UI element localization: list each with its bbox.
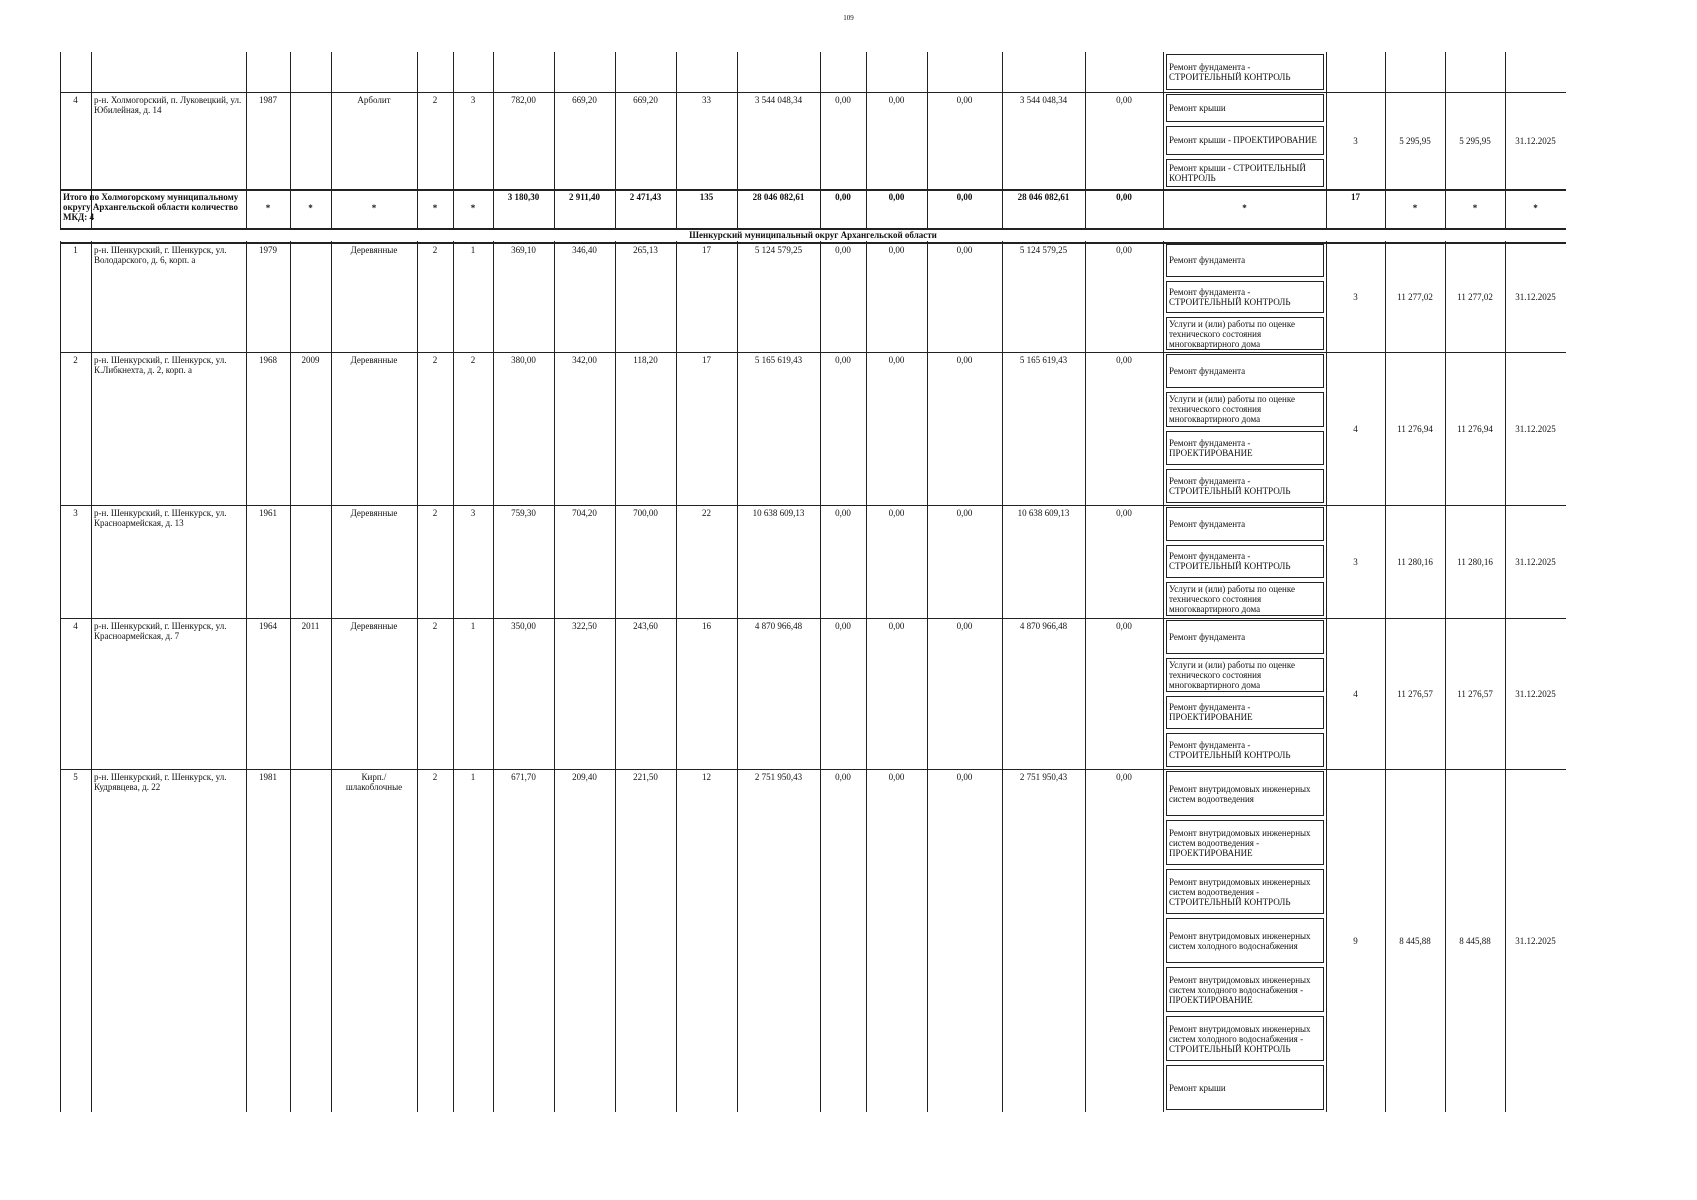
work-item: Ремонт крыши — [1166, 1065, 1324, 1110]
cell-floors: 2 — [432, 621, 438, 631]
cell-material: Арболит — [357, 95, 391, 105]
cell-cost-regional: 0,00 — [888, 355, 905, 365]
work-item: Ремонт внутридомовых инженерных систем холодного водоснабжения — [1166, 918, 1324, 963]
column-line — [290, 52, 291, 1112]
column-line — [417, 52, 418, 1112]
cell-deadline: 31.12.2025 — [1515, 135, 1556, 146]
column-line — [866, 52, 867, 1112]
cell-residents: 33 — [702, 95, 711, 105]
work-item: Ремонт фундамента - СТРОИТЕЛЬНЫЙ КОНТРОЛЬ — [1166, 281, 1324, 314]
cell-cost-fund: 0,00 — [835, 772, 851, 782]
column-line — [737, 52, 738, 1112]
cell-unit-cost: 11 280,16 — [1397, 556, 1433, 567]
cell-material: Деревянные — [350, 245, 398, 255]
column-line — [615, 52, 616, 1112]
total-cost-owners: 28 046 082,61 — [1017, 192, 1070, 202]
cell-material: Деревянные — [350, 621, 398, 631]
row-line — [60, 242, 1566, 244]
cell-residents: 17 — [702, 355, 711, 365]
district-title: Шенкурский муниципальный округ Архангельской области — [60, 230, 1566, 241]
work-item: Ремонт фундамента — [1166, 244, 1324, 277]
repair-program-table — [60, 52, 1566, 1112]
cell-area-living-owned: 243,60 — [633, 621, 658, 631]
total-label: Итого по Холмогорскому муниципальному округу Архангельской области количество МКД: 4 — [63, 192, 239, 222]
cell-cost-local: 0,00 — [956, 355, 973, 365]
cell-cost-fund: 0,00 — [835, 508, 851, 518]
cell-area-living-owned: 118,20 — [633, 355, 658, 365]
total-cost-total: 28 046 082,61 — [752, 192, 805, 202]
cell-deadline: 31.12.2025 — [1515, 292, 1556, 302]
cell-entrances: 2 — [470, 355, 476, 365]
work-item: Услуги и (или) работы по оценке технического состояния многоквартирного дома — [1166, 658, 1324, 692]
cell-cost-local: 0,00 — [956, 621, 973, 631]
cell-cost-regional: 0,00 — [888, 95, 905, 105]
cell-address: р-н. Шенкурский, г. Шенкурск, ул. Кудрявцева, д. 22 — [94, 772, 227, 792]
total-star: * — [1472, 203, 1478, 213]
cell-works-count: 4 — [1353, 423, 1358, 434]
cell-area-living: 342,00 — [572, 355, 597, 365]
cell-cost-owners: 3 544 048,34 — [1019, 95, 1068, 105]
cell-deadline: 31.12.2025 — [1515, 556, 1556, 567]
cell-area-living-owned: 265,13 — [633, 245, 658, 255]
cell-address: р-н. Шенкурский, г. Шенкурск, ул. Володарского, д. 6, корп. а — [94, 245, 227, 265]
work-item: Ремонт фундамента - СТРОИТЕЛЬНЫЙ КОНТРОЛЬ — [1166, 469, 1324, 503]
cell-year-reconstr: 2009 — [301, 355, 320, 365]
total-works-count: 17 — [1351, 192, 1360, 202]
cell-area-total: 671,70 — [511, 772, 536, 782]
work-item: Ремонт фундамента - СТРОИТЕЛЬНЫЙ КОНТРОЛЬ — [1166, 733, 1324, 767]
row-line — [60, 505, 1566, 506]
cell-year-built: 1968 — [259, 355, 277, 365]
total-star: * — [432, 203, 438, 213]
column-line — [246, 52, 247, 1112]
cell-unit-cost: 11 277,02 — [1397, 292, 1433, 302]
cell-cost-other: 0,00 — [1116, 355, 1132, 365]
cell-area-total: 369,10 — [511, 245, 536, 255]
cell-works-count: 3 — [1353, 135, 1358, 146]
total-cost-fund: 0,00 — [835, 192, 851, 202]
total-area-living: 2 911,40 — [568, 192, 600, 202]
cell-cost-local: 0,00 — [956, 772, 973, 782]
work-item: Услуги и (или) работы по оценке технического состояния многоквартирного дома — [1166, 582, 1324, 616]
row-line — [60, 189, 1566, 191]
cell-num: 5 — [73, 772, 78, 782]
cell-works-count: 9 — [1353, 935, 1358, 946]
cell-address: р-н. Холмогорский, п. Луковецкий, ул. Юбилейная, д. 14 — [94, 95, 242, 115]
cell-entrances: 1 — [470, 245, 476, 255]
column-line — [60, 52, 61, 1112]
column-line — [1085, 52, 1086, 1112]
work-item: Ремонт крыши - ПРОЕКТИРОВАНИЕ — [1166, 126, 1324, 154]
total-star: * — [265, 203, 271, 213]
cell-unit-cost-max: 11 280,16 — [1457, 556, 1493, 567]
cell-address: р-н. Шенкурский, г. Шенкурск, ул. К.Либкнехта, д. 2, корп. а — [94, 355, 227, 375]
cell-cost-regional: 0,00 — [888, 772, 905, 782]
cell-area-total: 380,00 — [511, 355, 536, 365]
total-star: * — [1533, 203, 1538, 213]
cell-floors: 2 — [432, 355, 438, 365]
column-line — [1163, 52, 1164, 1112]
cell-cost-owners: 10 638 609,13 — [1017, 508, 1070, 518]
total-residents: 135 — [699, 192, 714, 202]
total-area-living-owned: 2 471,43 — [629, 192, 662, 202]
cell-area-living-owned: 221,50 — [633, 772, 658, 782]
column-line — [676, 52, 677, 1112]
cell-entrances: 3 — [470, 95, 476, 105]
cell-works-count: 4 — [1353, 688, 1358, 699]
column-line — [331, 52, 332, 1112]
work-item: Ремонт фундамента - ПРОЕКТИРОВАНИЕ — [1166, 431, 1324, 465]
cell-cost-total: 3 544 048,34 — [754, 95, 803, 105]
cell-num: 2 — [73, 355, 78, 365]
cell-unit-cost-max: 11 276,57 — [1457, 688, 1493, 699]
cell-year-built: 1961 — [259, 508, 277, 518]
cell-cost-fund: 0,00 — [835, 95, 851, 105]
cell-residents: 22 — [702, 508, 711, 518]
column-line — [1505, 52, 1506, 1112]
cell-cost-fund: 0,00 — [835, 355, 851, 365]
cell-residents: 12 — [702, 772, 711, 782]
cell-area-total: 350,00 — [511, 621, 536, 631]
cell-unit-cost: 5 295,95 — [1399, 135, 1431, 146]
cell-area-total: 759,30 — [511, 508, 536, 518]
column-line — [1385, 52, 1386, 1112]
cell-num: 4 — [73, 95, 78, 105]
work-item: Ремонт внутридомовых инженерных систем водоотведения - СТРОИТЕЛЬНЫЙ КОНТРОЛЬ — [1166, 869, 1324, 914]
cell-cost-other: 0,00 — [1116, 772, 1132, 782]
total-star: * — [470, 203, 476, 213]
cell-area-living-owned: 669,20 — [633, 95, 658, 105]
work-item: Ремонт внутридомовых инженерных систем холодного водоснабжения - ПРОЕКТИРОВАНИЕ — [1166, 967, 1324, 1012]
cell-cost-total: 5 165 619,43 — [754, 355, 803, 365]
work-item: Ремонт фундамента — [1166, 354, 1324, 388]
column-line — [554, 52, 555, 1112]
cell-residents: 17 — [702, 245, 711, 255]
cell-year-built: 1979 — [259, 245, 277, 255]
cell-year-built: 1964 — [259, 621, 277, 631]
cell-unit-cost-max: 11 277,02 — [1457, 292, 1493, 302]
cell-cost-total: 4 870 966,48 — [754, 621, 803, 631]
column-line — [927, 52, 928, 1112]
cell-unit-cost: 11 276,57 — [1397, 688, 1433, 699]
cell-material: Деревянные — [350, 355, 398, 365]
cell-cost-other: 0,00 — [1116, 95, 1132, 105]
total-cost-other: 0,00 — [1116, 192, 1132, 202]
cell-cost-owners: 5 165 619,43 — [1019, 355, 1068, 365]
cell-unit-cost: 11 276,94 — [1397, 423, 1433, 434]
work-item: Ремонт крыши — [1166, 94, 1324, 122]
cell-area-living: 322,50 — [572, 621, 597, 631]
work-item: Ремонт фундамента - СТРОИТЕЛЬНЫЙ КОНТРОЛЬ — [1166, 545, 1324, 579]
cell-cost-regional: 0,00 — [888, 508, 905, 518]
cell-material: Деревянные — [350, 508, 398, 518]
work-item: Ремонт фундамента - СТРОИТЕЛЬНЫЙ КОНТРОЛЬ — [1166, 54, 1324, 90]
cell-works-count: 3 — [1353, 556, 1358, 567]
column-line — [1445, 52, 1446, 1112]
work-item: Услуги и (или) работы по оценке технического состояния многоквартирного дома — [1166, 317, 1324, 350]
work-item: Ремонт фундамента - ПРОЕКТИРОВАНИЕ — [1166, 696, 1324, 730]
cell-address: р-н. Шенкурский, г. Шенкурск, ул. Красноармейская, д. 7 — [94, 621, 227, 641]
cell-deadline: 31.12.2025 — [1515, 688, 1556, 699]
cell-unit-cost-max: 11 276,94 — [1457, 423, 1493, 434]
cell-cost-local: 0,00 — [956, 508, 973, 518]
total-star: * — [1412, 203, 1418, 213]
cell-cost-total: 5 124 579,25 — [754, 245, 803, 255]
cell-cost-owners: 4 870 966,48 — [1019, 621, 1068, 631]
cell-num: 3 — [73, 508, 78, 518]
cell-floors: 2 — [432, 508, 438, 518]
cell-cost-other: 0,00 — [1116, 508, 1132, 518]
cell-floors: 2 — [432, 95, 438, 105]
cell-deadline: 31.12.2025 — [1515, 935, 1556, 946]
cell-area-living: 209,40 — [572, 772, 597, 782]
cell-address: р-н. Шенкурский, г. Шенкурск, ул. Красноармейская, д. 13 — [94, 508, 227, 528]
total-area-total: 3 180,30 — [507, 192, 540, 202]
cell-material: Кирп./шлакоблочные — [345, 772, 403, 792]
cell-unit-cost-max: 5 295,95 — [1459, 135, 1491, 146]
cell-residents: 16 — [702, 621, 711, 631]
cell-entrances: 1 — [470, 621, 476, 631]
cell-area-living-owned: 700,00 — [633, 508, 658, 518]
column-line — [453, 52, 454, 1112]
cell-year-built: 1981 — [259, 772, 277, 782]
row-line — [60, 92, 1566, 93]
page-number: 109 — [843, 14, 854, 22]
cell-floors: 2 — [432, 772, 438, 782]
row-line — [60, 618, 1566, 619]
work-item: Услуги и (или) работы по оценке технического состояния многоквартирного дома — [1166, 392, 1324, 426]
cell-entrances: 3 — [470, 508, 476, 518]
total-star: * — [1242, 203, 1247, 213]
cell-cost-owners: 2 751 950,43 — [1019, 772, 1068, 782]
total-cost-regional: 0,00 — [888, 192, 905, 202]
column-line — [820, 52, 821, 1112]
cell-year-built: 1987 — [259, 95, 277, 105]
cell-deadline: 31.12.2025 — [1515, 423, 1556, 434]
cell-unit-cost: 8 445,88 — [1399, 935, 1431, 946]
work-item: Ремонт внутридомовых инженерных систем холодного водоснабжения - СТРОИТЕЛЬНЫЙ КОНТРОЛЬ — [1166, 1016, 1324, 1061]
cell-unit-cost-max: 8 445,88 — [1459, 935, 1491, 946]
work-item: Ремонт фундамента — [1166, 507, 1324, 541]
cell-cost-regional: 0,00 — [888, 621, 905, 631]
cell-cost-other: 0,00 — [1116, 621, 1132, 631]
cell-year-reconstr: 2011 — [301, 621, 320, 631]
cell-area-living: 704,20 — [572, 508, 597, 518]
column-line — [1326, 52, 1327, 1112]
cell-cost-fund: 0,00 — [835, 621, 851, 631]
work-item: Ремонт фундамента — [1166, 620, 1324, 654]
cell-area-living: 669,20 — [572, 95, 597, 105]
cell-cost-fund: 0,00 — [835, 245, 851, 255]
cell-works-count: 3 — [1353, 292, 1358, 302]
row-line — [60, 242, 1566, 243]
cell-num: 1 — [73, 245, 78, 255]
cell-cost-total: 10 638 609,13 — [752, 508, 805, 518]
column-line — [1002, 52, 1003, 1112]
work-item: Ремонт крыши - СТРОИТЕЛЬНЫЙ КОНТРОЛЬ — [1166, 159, 1324, 187]
total-star: * — [308, 203, 313, 213]
cell-cost-owners: 5 124 579,25 — [1019, 245, 1068, 255]
total-cost-local: 0,00 — [956, 192, 973, 202]
cell-area-living: 346,40 — [572, 245, 597, 255]
cell-floors: 2 — [432, 245, 438, 255]
work-item: Ремонт внутридомовых инженерных систем водоотведения - ПРОЕКТИРОВАНИЕ — [1166, 820, 1324, 865]
cell-entrances: 1 — [470, 772, 476, 782]
cell-cost-local: 0,00 — [956, 95, 973, 105]
row-line — [60, 769, 1566, 770]
cell-num: 4 — [73, 621, 78, 631]
cell-cost-regional: 0,00 — [888, 245, 905, 255]
column-line — [493, 52, 494, 1112]
work-item: Ремонт внутридомовых инженерных систем водоотведения — [1166, 771, 1324, 816]
cell-cost-local: 0,00 — [956, 245, 973, 255]
cell-area-total: 782,00 — [511, 95, 536, 105]
cell-cost-total: 2 751 950,43 — [754, 772, 803, 782]
cell-cost-other: 0,00 — [1116, 245, 1132, 255]
total-star: * — [371, 203, 377, 213]
row-line — [60, 352, 1566, 353]
